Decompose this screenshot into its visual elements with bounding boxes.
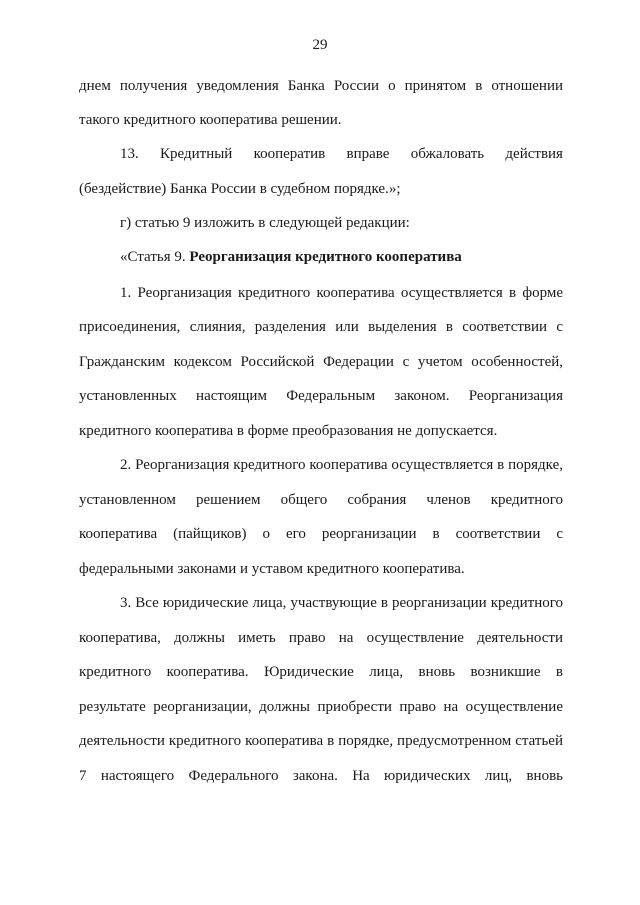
text-line: установленном решением общего собрания членов кредитного	[79, 492, 563, 508]
word: Кредитный	[160, 146, 233, 162]
word: обжаловать	[410, 146, 485, 162]
text-line: кредитного кооператива. Юридические лица, вновь возникшие в	[79, 664, 563, 680]
text-line: кооператива (пайщиков) о его реорганизации в соответствии с	[79, 526, 563, 542]
text-line: 1. Реорганизация кредитного кооператива осуществляется в форме	[120, 285, 563, 301]
text-line: (бездействие) Банка России в судебном порядке.»;	[79, 181, 401, 197]
text-line: присоединения, слияния, разделения или выделения в соответствии с	[79, 319, 563, 335]
text-line: результате реорганизации, должны приобрести право на осуществление	[79, 699, 563, 715]
text-line: кооператива, должны иметь право на осуществление деятельности	[79, 630, 563, 646]
text-line: установленных настоящим Федеральным законом. Реорганизация	[79, 388, 563, 404]
text-line: 3. Все юридические лица, участвующие в реорганизации кредитного	[120, 595, 563, 611]
text-line: федеральными законами и уставом кредитного кооператива.	[79, 561, 465, 577]
text-line: г) статью 9 изложить в следующей редакции:	[120, 215, 410, 231]
text-line: 2. Реорганизация кредитного кооператива осуществляется в порядке,	[120, 457, 563, 473]
word: действия	[505, 146, 563, 162]
text-line: такого кредитного кооператива решении.	[79, 112, 342, 128]
clause-number: 13.	[120, 146, 139, 162]
text-line: днем получения уведомления Банка России о принятом в отношении	[79, 78, 563, 94]
article-prefix: «Статья 9.	[120, 249, 190, 265]
text-line	[120, 145, 563, 163]
text-line: деятельности кредитного кооператива в порядке, предусмотренном статьей	[79, 733, 563, 749]
page-number: 29	[312, 37, 328, 53]
article-heading	[120, 248, 563, 266]
word: кооператив	[253, 146, 326, 162]
word: вправе	[346, 146, 390, 162]
text-line: Гражданским кодексом Российской Федерации с учетом особенностей,	[79, 354, 563, 370]
article-title: Реорганизация кредитного кооператива	[189, 249, 462, 265]
text-line: кредитного кооператива в форме преобразования не допускается.	[79, 423, 498, 439]
text-line: 7 настоящего Федерального закона. На юридических лиц, вновь	[79, 768, 563, 784]
